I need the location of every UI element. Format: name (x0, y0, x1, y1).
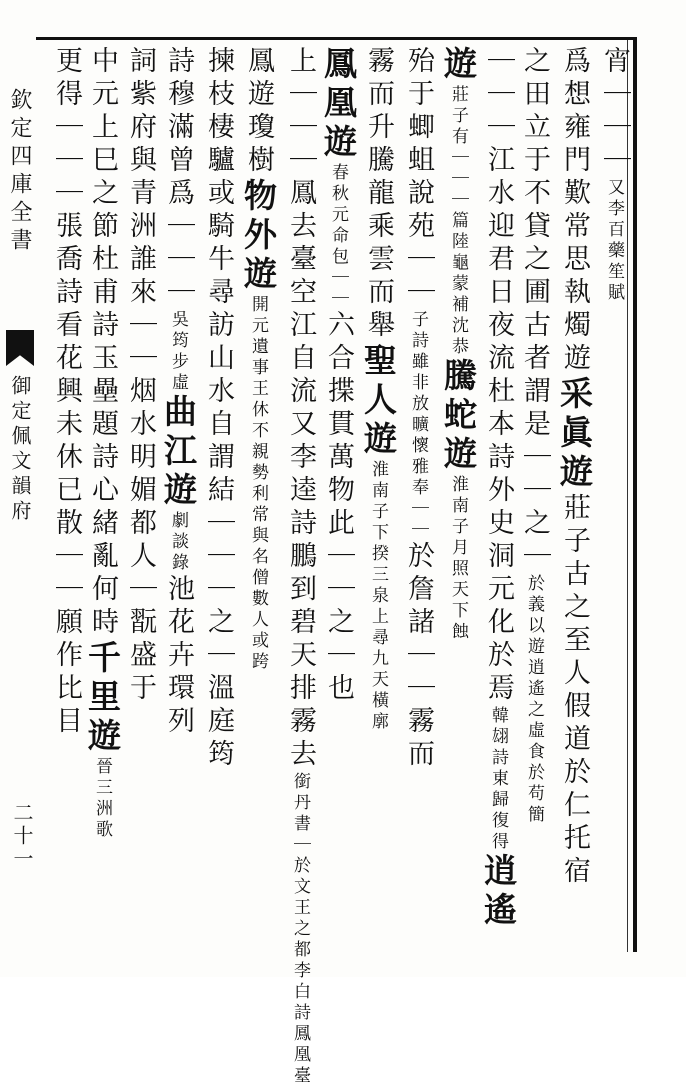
text-column (436, 46, 480, 643)
page-frame-top (36, 37, 636, 40)
body-text: 於詹諸｜｜霧而 (403, 541, 434, 772)
text-column (156, 46, 200, 739)
text-column (476, 46, 520, 931)
body-text: ｜｜之｜ (519, 442, 550, 574)
page-number: 二十一 (10, 802, 34, 871)
body-text: 殆于蝍蛆說苑｜｜ (403, 46, 434, 310)
margin-book-title: 御定佩文韻府 (8, 375, 32, 525)
body-text: 中元上巳之節杜甫詩玉壘題詩心緒亂何時 (87, 46, 118, 640)
annotation-text: 吳筠步虛 (168, 310, 188, 394)
entry-heading: 物外遊 (239, 178, 278, 295)
text-column (44, 46, 88, 739)
entry-heading: 騰蛇遊 (439, 358, 478, 475)
entry-heading: 千里遊 (83, 640, 122, 757)
annotation-text: 於義以遊逍遙之虛食於苟簡 (524, 574, 544, 826)
body-text: 驢或騎牛尋訪山水自謂結｜｜｜之｜溫庭筠 (203, 145, 234, 772)
margin-gutter (0, 40, 36, 950)
text-column (356, 46, 400, 733)
body-text: 更得｜｜｜張喬詩看花興未休已散｜｜ (51, 46, 82, 607)
fishtail-mark (6, 330, 34, 366)
entry-heading: 曲江遊 (159, 394, 198, 511)
body-text: ｜｜｜江水迎君日夜流杜本詩外史洞元化於焉 (483, 46, 514, 706)
entry-heading: 聖人遊 (359, 343, 398, 460)
body-text: 霧而升騰龍乘雲而舉 (363, 46, 394, 343)
text-column (552, 46, 596, 889)
body-text: 爲想雍門歎常思執燭遊 (559, 46, 590, 376)
entry-heading: 遊 (439, 46, 478, 85)
text-column (396, 46, 440, 772)
annotation-text: 晉三洲歌 (92, 757, 112, 841)
annotation-text: 子詩雖非放曠懷雅奉｜｜ (408, 310, 428, 541)
annotation-text: 淮南子月照天下蝕 (448, 475, 468, 643)
text-column (592, 46, 636, 304)
body-text: 詩穆滿曾爲｜｜｜ (163, 46, 194, 310)
body-text: 之田立于不貸之圃古者謂是 (519, 46, 550, 442)
text-column (236, 46, 280, 673)
annotation-text: 莊子有｜｜｜篇陸龜蒙補沈恭 (448, 85, 468, 358)
annotation-text: 淮南子下揆三泉上尋九天橫廓 (368, 460, 388, 733)
body-text: 詞紫府與青洲誰來｜｜ (125, 46, 156, 376)
annotation-text: 又李百藥笙賦 (604, 178, 624, 304)
entry-heading: 逍遙 (479, 853, 518, 931)
body-text: 揀枝棲 (203, 46, 234, 145)
text-column (278, 46, 322, 1087)
text-column (196, 46, 240, 772)
margin-header: 欽定四庫全書 (7, 88, 32, 256)
body-text: 鳳遊瓊樹 (243, 46, 274, 178)
body-text: 上｜｜｜鳳去臺空江自流又李逵詩鵬到碧天排霧去 (285, 46, 316, 772)
body-text: 烟水明媚都人｜翫盛于 (125, 376, 156, 706)
body-text: 六合揲貫萬物此｜｜之｜也 (323, 310, 354, 706)
body-text: 莊子古之至人假道於仁托宿 (559, 493, 590, 889)
entry-heading: 鳳凰遊 (319, 46, 358, 163)
body-text: 願作比目 (51, 607, 82, 739)
annotation-text: 開元遺事王休不親勢利常與名僧數人或跨 (248, 295, 268, 673)
body-text: 池花卉環列 (163, 574, 194, 739)
body-text: 宵｜｜｜ (599, 46, 630, 178)
annotation-text: 銜丹書｜於文王之都李白詩鳳凰臺 (290, 772, 310, 1087)
annotation-text: 春秋元命包｜｜ (328, 163, 348, 310)
annotation-text: 韓翃詩東歸復得 (488, 706, 508, 853)
text-column (118, 46, 162, 706)
annotation-text: 劇談錄 (168, 511, 188, 574)
entry-heading: 采眞遊 (555, 376, 594, 493)
text-column (316, 46, 360, 706)
